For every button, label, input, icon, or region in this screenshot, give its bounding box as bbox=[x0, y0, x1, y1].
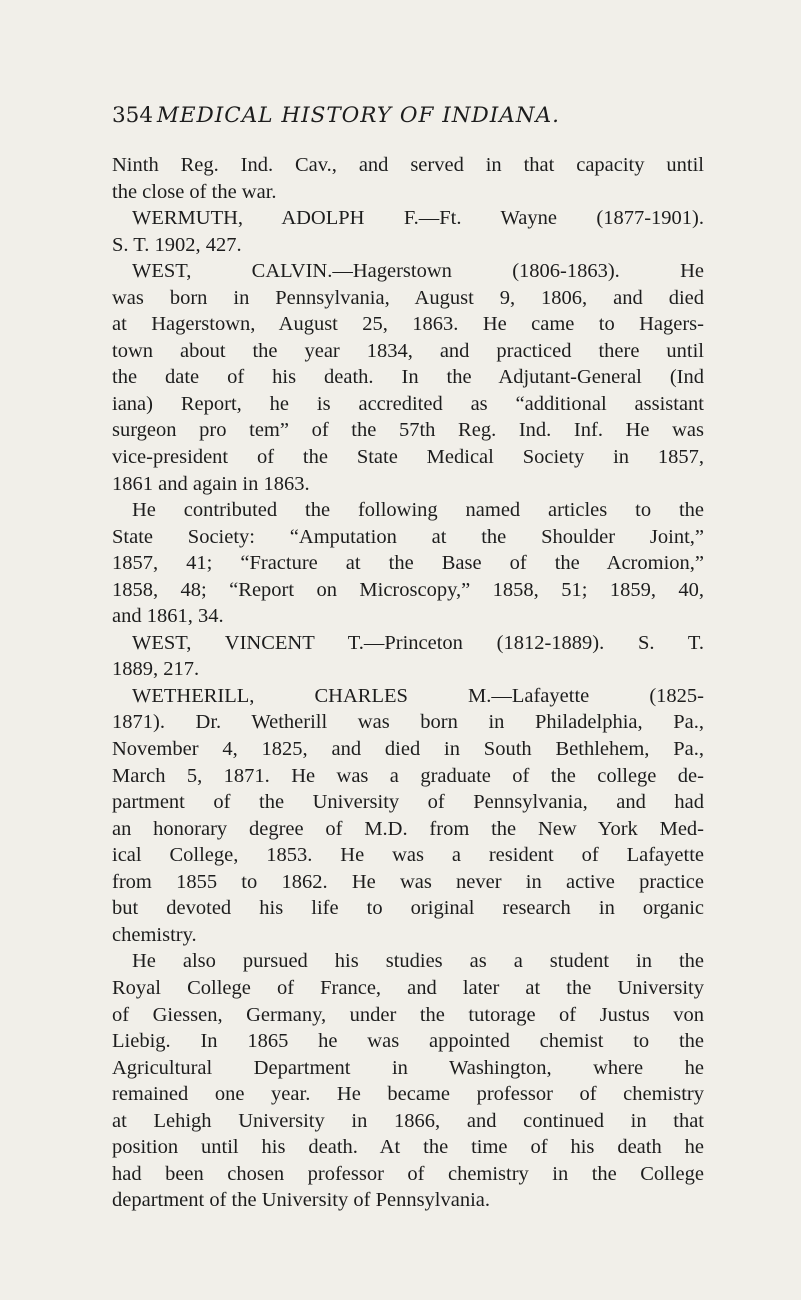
text-line: 1857, 41; “Fracture at the Base of the Acromion,” bbox=[112, 552, 704, 575]
running-title: MEDICAL HISTORY OF INDIANA. bbox=[156, 103, 560, 128]
text-line: 1861 and again in 1863. bbox=[112, 472, 310, 495]
text-line: an honorary degree of M.D. from the New York Med- bbox=[112, 817, 704, 840]
body-text bbox=[112, 152, 704, 1214]
entry-heading-line: WETHERILL, CHARLES M.—Lafayette (1825- bbox=[132, 684, 704, 707]
text-line: chemistry. bbox=[112, 923, 197, 946]
text-line: but devoted his life to original research in organic bbox=[112, 897, 704, 920]
text-line: Ninth Reg. Ind. Cav., and served in that capacity until bbox=[112, 154, 704, 176]
paragraph-first-line: He contributed the following named articles to the bbox=[132, 499, 704, 522]
text-line: 1858, 48; “Report on Microscopy,” 1858, 51; 1859, 40, bbox=[112, 578, 704, 601]
page-number: 354 bbox=[112, 103, 154, 128]
text-line: and 1861, 34. bbox=[112, 605, 224, 628]
text-line: from 1855 to 1862. He was never in active practice bbox=[112, 870, 704, 893]
text-line: S. T. 1902, 427. bbox=[112, 233, 242, 256]
text-line: vice-president of the State Medical Society in 1857, bbox=[112, 446, 704, 469]
text-line: the date of his death. In the Adjutant-General (Ind bbox=[112, 366, 704, 389]
text-line: March 5, 1871. He was a graduate of the college de- bbox=[112, 764, 704, 787]
paragraph-first-line: He also pursued his studies as a student in the bbox=[132, 950, 704, 973]
text-line: November 4, 1825, and died in South Bethlehem, Pa., bbox=[112, 738, 704, 761]
text-line: the close of the war. bbox=[112, 180, 277, 203]
text-line: Liebig. In 1865 he was appointed chemist to the bbox=[112, 1030, 704, 1053]
text-line: State Society: “Amputation at the Shoulder Joint,” bbox=[112, 525, 704, 548]
text-line: was born in Pennsylvania, August 9, 1806, and died bbox=[112, 286, 704, 309]
text-line: remained one year. He became professor of chemistry bbox=[112, 1083, 704, 1106]
entry-heading-line: WEST, CALVIN.—Hagerstown (1806-1863). He bbox=[132, 260, 704, 283]
running-head bbox=[112, 102, 712, 130]
text-line: department of the University of Pennsylvania. bbox=[112, 1189, 491, 1212]
entry-heading-line: WERMUTH, ADOLPH F.—Ft. Wayne (1877-1901). bbox=[132, 207, 704, 230]
text-line: at Hagerstown, August 25, 1863. He came to Hagers- bbox=[112, 313, 704, 336]
text-line: iana) Report, he is accredited as “additional assistant bbox=[112, 392, 704, 415]
text-line: partment of the University of Pennsylvania, and had bbox=[112, 791, 704, 814]
text-line: town about the year 1834, and practiced there until bbox=[112, 339, 704, 362]
text-line: had been chosen professor of chemistry in the College bbox=[112, 1162, 704, 1185]
text-line: at Lehigh University in 1866, and continued in that bbox=[112, 1109, 704, 1132]
entry-heading-line: WEST, VINCENT T.—Princeton (1812-1889). S. T. bbox=[132, 631, 704, 654]
text-line: Royal College of France, and later at the University bbox=[112, 976, 704, 999]
text-line: position until his death. At the time of his death he bbox=[112, 1136, 704, 1159]
text-line: ical College, 1853. He was a resident of Lafayette bbox=[112, 844, 704, 867]
text-line: 1889, 217. bbox=[112, 658, 200, 681]
text-line: Agricultural Department in Washington, where he bbox=[112, 1056, 704, 1079]
text-line: 1871). Dr. Wetherill was born in Philadelphia, Pa., bbox=[112, 711, 704, 734]
text-line: of Giessen, Germany, under the tutorage of Justus von bbox=[112, 1003, 704, 1026]
text-line: surgeon pro tem” of the 57th Reg. Ind. Inf. He was bbox=[112, 419, 704, 442]
